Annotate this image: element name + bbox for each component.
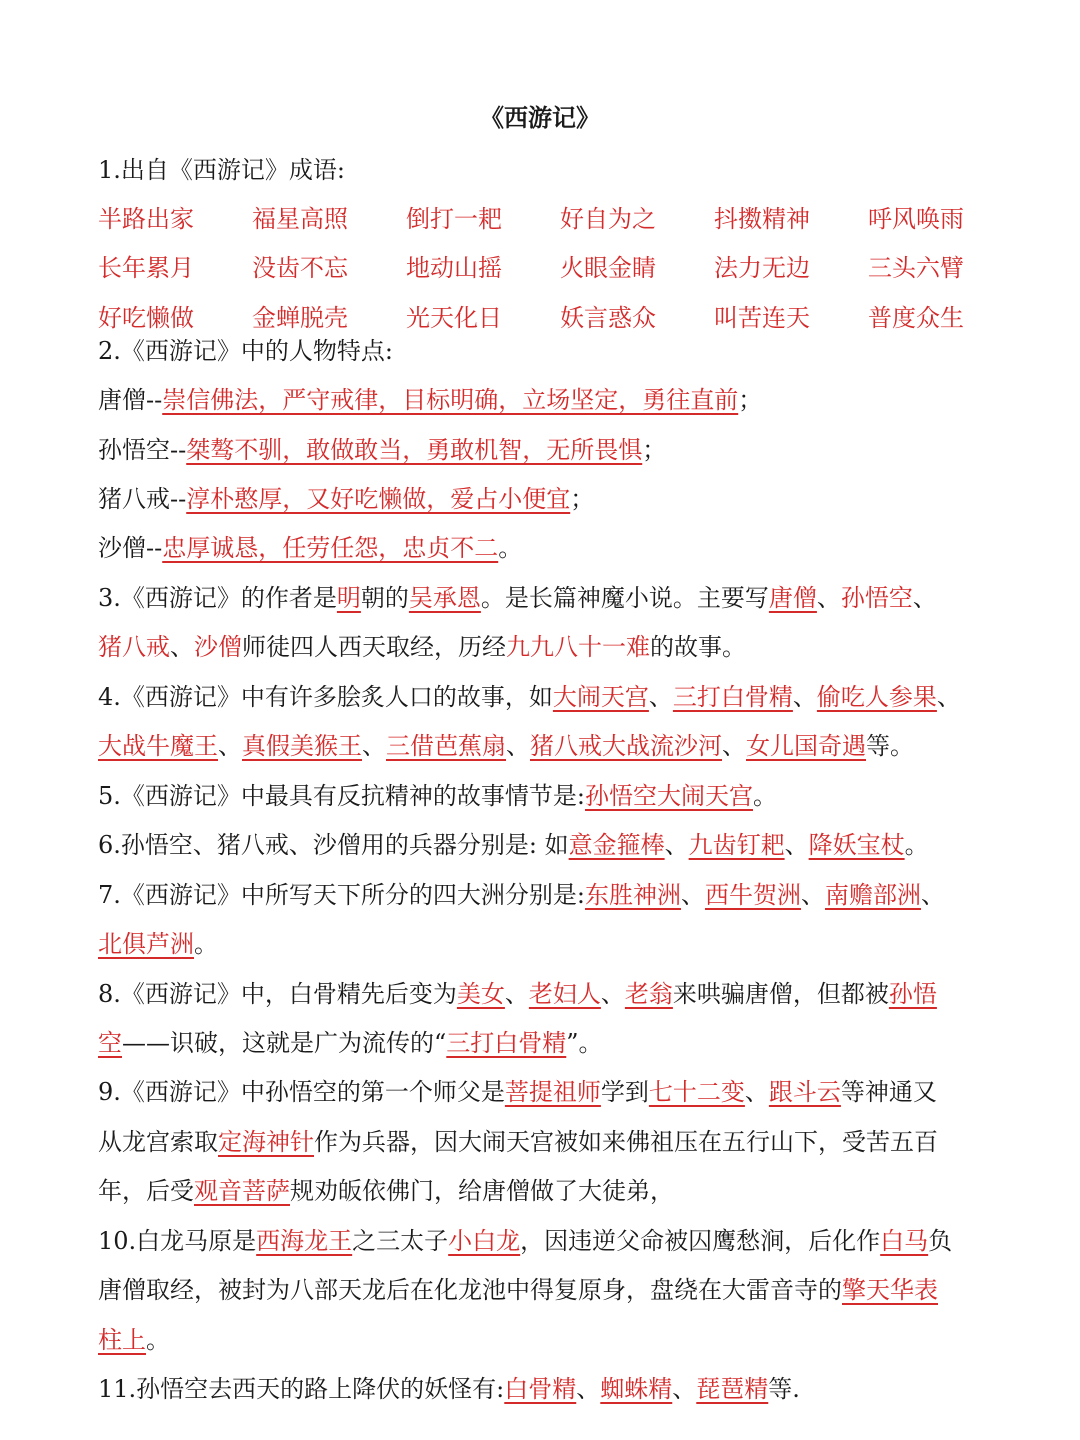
idiom: 福星高照: [252, 205, 348, 233]
white-horse: 白马: [880, 1227, 929, 1255]
story: 偷吃人参果: [816, 683, 937, 711]
idiom: 好吃懒做: [98, 304, 194, 332]
continent: 北俱芦洲: [98, 930, 194, 958]
character-traits: 崇信佛法，严守戒律，目标明确，立场坚定，勇往直前: [162, 386, 739, 414]
story: 三打白骨精: [672, 683, 793, 711]
story: 猪八戒大战流沙河: [530, 732, 722, 760]
section-1-heading: 1.出自《西游记》成语:: [98, 156, 345, 184]
idiom: 法力无边: [714, 254, 810, 282]
story: 大闹天宫: [552, 683, 649, 711]
dynasty: 明: [336, 584, 361, 612]
idiom: 没齿不忘: [252, 254, 348, 282]
monster: 白骨精: [504, 1375, 577, 1403]
idiom: 地动山摇: [406, 254, 502, 282]
disguise: 老翁: [624, 980, 673, 1008]
weapon: 意金箍棒: [568, 831, 665, 859]
section-4-line-1: 4.《西游记》中有许多脍炙人口的故事，如大闹天宫、三打白骨精、偷吃人参果、: [98, 683, 961, 711]
idiom: 三头六臂: [868, 254, 964, 282]
character-ref: 孙悟空: [840, 584, 913, 612]
story: 三借芭蕉扇: [386, 732, 506, 760]
idiom: 光天化日: [406, 304, 502, 332]
section-2-heading: 2.《西游记》中的人物特点:: [98, 337, 393, 365]
section-4-line-2: 大战牛魔王、真假美猴王、三借芭蕉扇、猪八戒大战流沙河、女儿国奇遇等。: [98, 732, 914, 760]
idiom: 火眼金睛: [560, 254, 656, 282]
skill: 跟斗云: [768, 1078, 841, 1106]
idiom: 普度众生: [868, 304, 964, 332]
author: 吴承恩: [408, 584, 481, 612]
section-6: 6.孙悟空、猪八戒、沙僧用的兵器分别是: 如意金箍棒、九齿钉耙、降妖宝杖。: [98, 831, 929, 859]
character-zhu: [98, 479, 988, 519]
character-name: 孙悟空--: [98, 436, 187, 464]
character-ref: 空: [98, 1029, 122, 1057]
punctuation: ；: [642, 436, 667, 464]
section-8-line-2: 空——识破，这就是广为流传的“三打白骨精”。: [98, 1029, 603, 1057]
dragon: 小白龙: [448, 1227, 521, 1255]
master: 菩提祖师: [504, 1078, 601, 1106]
section-11: 11.孙悟空去西天的路上降伏的妖怪有:白骨精、蜘蛛精、琵琶精等.: [98, 1375, 800, 1403]
section-10-line-3: 柱上。: [98, 1326, 170, 1354]
section-9-line-1: 9.《西游记》中孙悟空的第一个师父是菩提祖师学到七十二变、跟斗云等神通又: [98, 1078, 937, 1106]
character-ref: 猪八戒: [98, 633, 170, 661]
bodhisattva: 观音菩萨: [194, 1177, 290, 1205]
monster: 琵琶精: [696, 1375, 769, 1403]
character-sha: [98, 528, 988, 568]
story: 大战牛魔王: [98, 732, 218, 760]
answer: 孙悟空大闹天宫: [584, 782, 753, 810]
character-ref: 沙僧: [194, 633, 242, 661]
weapon: 定海神针: [218, 1128, 314, 1156]
disguise: 老妇人: [528, 980, 601, 1008]
idiom: 倒打一耙: [406, 205, 502, 233]
punctuation: ；: [570, 485, 595, 513]
continent: 东胜神洲: [584, 881, 681, 909]
skill: 七十二变: [648, 1078, 745, 1106]
idiom: 叫苦连天: [714, 304, 810, 332]
character-name: 猪八戒--: [98, 485, 187, 513]
punctuation: ；: [738, 386, 763, 414]
section-5: 5.《西游记》中最具有反抗精神的故事情节是:孙悟空大闹天宫。: [98, 782, 777, 810]
dragon-king: 西海龙王: [256, 1227, 353, 1255]
section-7-line-1: 7.《西游记》中所写天下所分的四大洲分别是:东胜神洲、西牛贺洲、南赡部洲、: [98, 881, 945, 909]
continent: 南赡部洲: [824, 881, 921, 909]
character-ref: 唐僧: [768, 584, 817, 612]
section-10-line-2: 唐僧取经，被封为八部天龙后在化龙池中得复原身，盘绕在大雷音寺的擎天华表: [98, 1276, 938, 1304]
punctuation: 。: [498, 534, 523, 562]
page-title: 《西游记》: [480, 103, 600, 132]
character-sun: [98, 430, 988, 470]
idiom: 妖言惑众: [560, 304, 656, 332]
section-3-line-1: 3.《西游记》的作者是明朝的吴承恩。是长篇神魔小说。主要写唐僧、孙悟空、: [98, 584, 937, 612]
section-9-line-3: 年，后受观音菩萨规劝皈依佛门，给唐僧做了大徒弟，: [98, 1177, 674, 1205]
character-traits: 淳朴憨厚，又好吃懒做，爱占小便宜: [186, 485, 571, 513]
idiom: 呼风唤雨: [868, 205, 964, 233]
story: 真假美猴王: [242, 732, 362, 760]
idiom: 长年累月: [98, 254, 194, 282]
section-3-line-2: 猪八戒、沙僧师徒四人西天取经，历经九九八十一难的故事。: [98, 633, 746, 661]
character-tang: [98, 380, 988, 420]
character-traits: 忠厚诚恳，任劳任怨，忠贞不二: [162, 534, 499, 562]
monster: 蜘蛛精: [600, 1375, 673, 1403]
idiom: 好自为之: [560, 205, 656, 233]
idiom: 抖擞精神: [714, 205, 810, 233]
idiom: 金蝉脱壳: [252, 304, 348, 332]
section-8-line-1: 8.《西游记》中，白骨精先后变为美女、老妇人、老翁来哄骗唐僧，但都被孙悟: [98, 980, 937, 1008]
weapon: 九齿钉耙: [688, 831, 785, 859]
story: 三打白骨精: [446, 1029, 567, 1057]
story: 女儿国奇遇: [746, 732, 866, 760]
character-traits: 桀骜不驯，敢做敢当，勇敢机智，无所畏惧: [186, 436, 643, 464]
weapon: 降妖宝杖: [808, 831, 905, 859]
continent: 西牛贺洲: [704, 881, 801, 909]
trials-count: 九九八十一难: [506, 633, 650, 661]
character-name: 沙僧--: [98, 534, 163, 562]
section-7-line-2: 北俱芦洲。: [98, 930, 218, 958]
idiom: 半路出家: [98, 205, 194, 233]
disguise: 美女: [456, 980, 505, 1008]
character-ref: 孙悟: [888, 980, 937, 1008]
section-10-line-1: 10.白龙马原是西海龙王之三太子小白龙，因违逆父命被囚鹰愁涧，后化作白马负: [98, 1227, 953, 1255]
character-name: 唐僧--: [98, 386, 163, 414]
pillar: 柱上: [98, 1326, 146, 1354]
section-9-line-2: 从龙宫索取定海神针作为兵器，因大闹天宫被如来佛祖压在五行山下，受苦五百: [98, 1128, 938, 1156]
pillar: 擎天华表: [842, 1276, 938, 1304]
